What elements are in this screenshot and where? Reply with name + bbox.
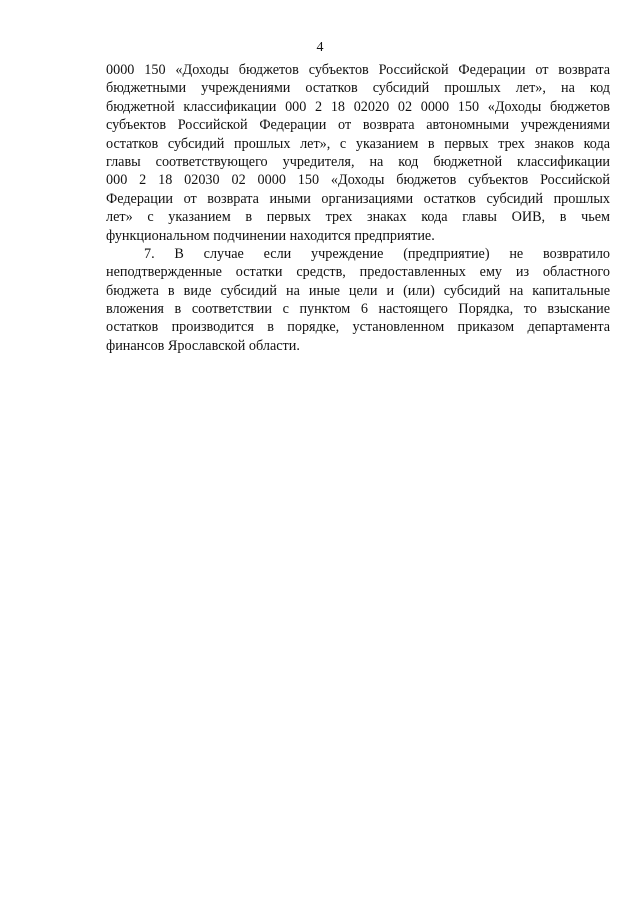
text-line: бюджета в виде субсидий на иные цели и (или) субсидий на капитальные [106,282,610,299]
text-line: вложения в соответствии с пунктом 6 настоящего Порядка, то взыскание [106,301,610,318]
text-line: неподтвержденные остатки средств, предоставленных ему из областного [106,264,610,281]
text-line: субъектов Российской Федерации от возврата автономными учреждениями [106,117,610,134]
page-number: 4 [316,40,324,55]
text-line: остатков субсидий прошлых лет», с указанием в первых трех знаков кода [106,135,610,152]
text-line: остатков производится в порядке, установленном приказом департамента [106,319,610,336]
text-line: бюджетными учреждениями остатков субсидий прошлых лет», на код [106,80,610,97]
paragraph-continuation [106,61,610,245]
text-line: финансов Ярославской области. [106,337,300,354]
text-line: 000 2 18 02030 02 0000 150 «Доходы бюджетов субъектов Российской [106,172,610,189]
text-line: лет» с указанием в первых трех знаках кода главы ОИВ, в чьем [106,209,610,226]
text-line: функциональном подчинении находится предприятие. [106,227,435,244]
text-line: 0000 150 «Доходы бюджетов субъектов Российской Федерации от возврата [106,62,610,78]
paragraph-item-7 [106,245,610,355]
text-line: бюджетной классификации 000 2 18 02020 02 0000 150 «Доходы бюджетов [106,98,610,115]
text-line: 7. В случае если учреждение (предприятие) не возвратило [144,245,610,262]
text-line: Федерации от возврата иными организациями остатков субсидий прошлых [106,190,610,207]
text-line: главы соответствующего учредителя, на код бюджетной классификации [106,153,610,170]
document-body [106,61,610,355]
